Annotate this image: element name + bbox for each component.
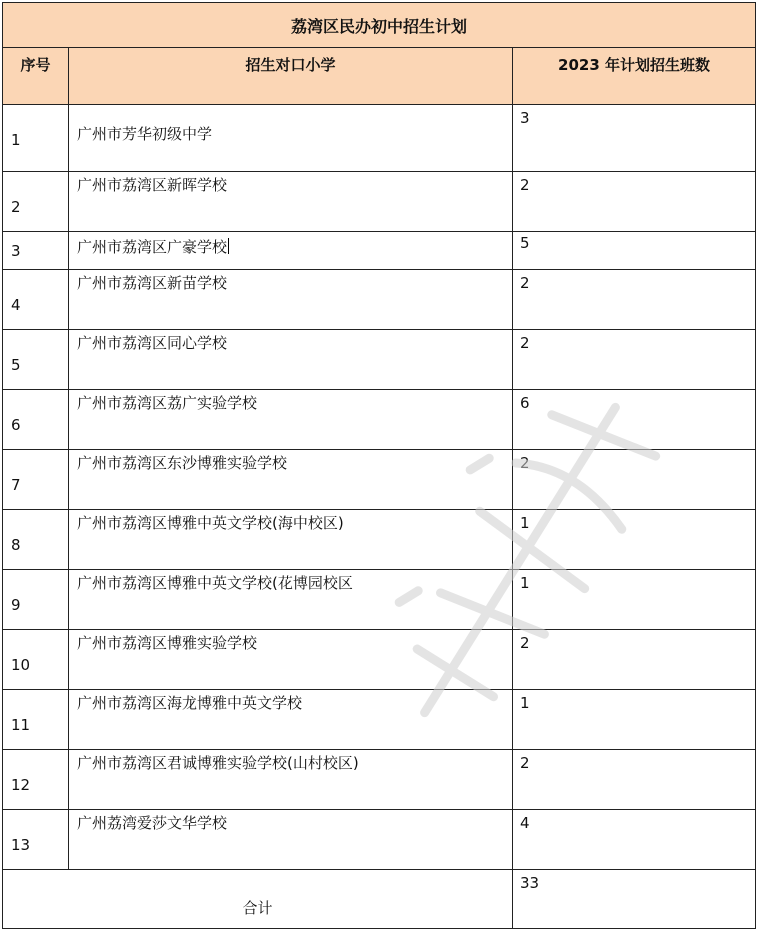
row-index: 1: [3, 105, 69, 172]
row-classes: 3: [513, 105, 756, 172]
table-header-row: [3, 48, 756, 105]
row-index: 12: [3, 750, 69, 810]
row-school: 广州市荔湾区荔广实验学校: [69, 390, 513, 450]
row-school: 广州市荔湾区海龙博雅中英文学校: [69, 690, 513, 750]
row-index: 10: [3, 630, 69, 690]
table-row: [3, 630, 756, 690]
row-index: 6: [3, 390, 69, 450]
row-school: 广州市荔湾区博雅中英文学校(花博园校区: [69, 570, 513, 630]
table-row: [3, 450, 756, 510]
table-row: [3, 390, 756, 450]
table-row: [3, 270, 756, 330]
row-index: 2: [3, 172, 69, 232]
row-classes: 2: [513, 630, 756, 690]
row-index: 4: [3, 270, 69, 330]
row-classes: 1: [513, 570, 756, 630]
table-total-row: [3, 870, 756, 929]
table-row: [3, 750, 756, 810]
table-row: [3, 105, 756, 172]
header-classes: 2023 年计划招生班数: [513, 48, 756, 105]
total-label: 合计: [3, 870, 513, 929]
row-index: 8: [3, 510, 69, 570]
table-title: 荔湾区民办初中招生计划: [3, 3, 756, 48]
row-school: 广州市荔湾区新晖学校: [69, 172, 513, 232]
table-row: [3, 172, 756, 232]
row-classes: 6: [513, 390, 756, 450]
row-school: 广州市荔湾区君诚博雅实验学校(山村校区): [69, 750, 513, 810]
row-classes: 2: [513, 172, 756, 232]
row-classes: 2: [513, 270, 756, 330]
table-row: [3, 330, 756, 390]
row-index: 13: [3, 810, 69, 870]
row-school: 广州市芳华初级中学: [69, 105, 513, 172]
header-school: 招生对口小学: [69, 48, 513, 105]
row-index: 3: [3, 232, 69, 270]
enrollment-plan-table: [2, 2, 756, 929]
row-school-text: 广州市荔湾区广豪学校: [77, 238, 228, 256]
row-school: 广州市荔湾区同心学校: [69, 330, 513, 390]
text-cursor: [228, 238, 229, 254]
row-index: 11: [3, 690, 69, 750]
row-school: 广州市荔湾区博雅实验学校: [69, 630, 513, 690]
row-index: 5: [3, 330, 69, 390]
row-classes: 1: [513, 510, 756, 570]
row-school: 广州市荔湾区新苗学校: [69, 270, 513, 330]
row-school: 广州市荔湾区东沙博雅实验学校: [69, 450, 513, 510]
row-classes: 5: [513, 232, 756, 270]
row-school: [69, 232, 513, 270]
table-row: [3, 510, 756, 570]
row-index: 9: [3, 570, 69, 630]
table-row: [3, 690, 756, 750]
header-index: 序号: [3, 48, 69, 105]
total-value: 33: [513, 870, 756, 929]
row-classes: 2: [513, 750, 756, 810]
table-title-row: [3, 3, 756, 48]
row-index: 7: [3, 450, 69, 510]
row-classes: 4: [513, 810, 756, 870]
table-row: [3, 810, 756, 870]
table-row: [3, 232, 756, 270]
table-row: [3, 570, 756, 630]
row-classes: 2: [513, 450, 756, 510]
row-school: 广州荔湾爱莎文华学校: [69, 810, 513, 870]
row-classes: 1: [513, 690, 756, 750]
row-school: 广州市荔湾区博雅中英文学校(海中校区): [69, 510, 513, 570]
row-classes: 2: [513, 330, 756, 390]
